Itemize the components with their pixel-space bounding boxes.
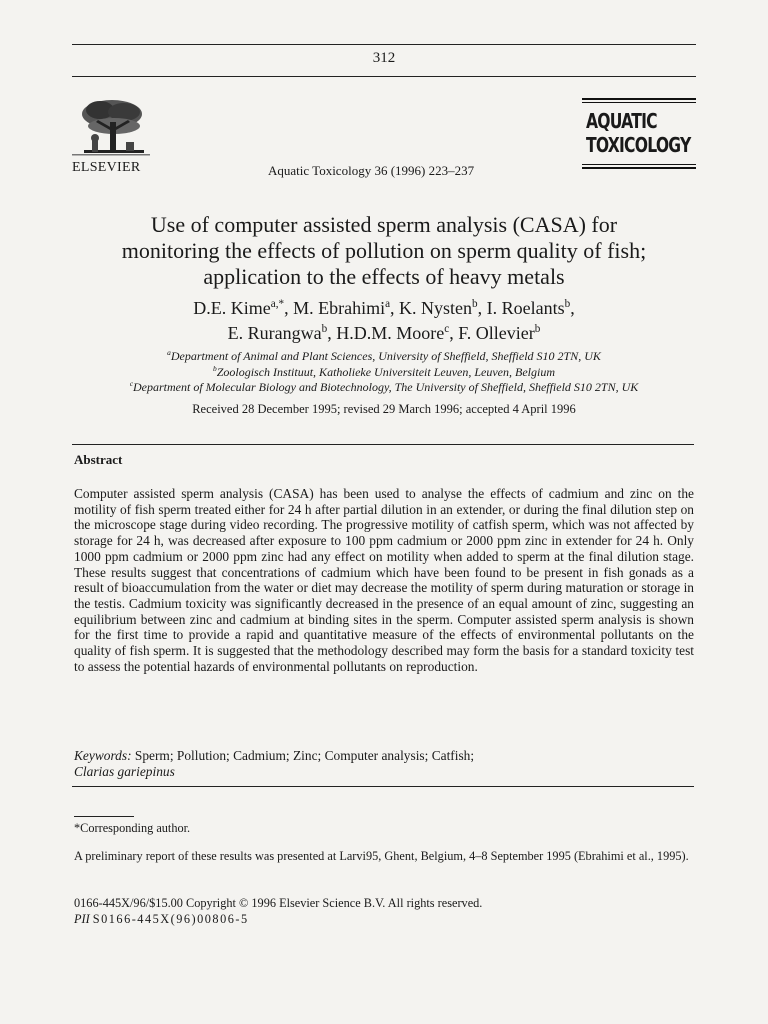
author: H.D.M. Moore$^c$ [336,323,450,343]
publisher-name: ELSEVIER [72,160,141,175]
title-line: Use of computer assisted sperm analysis (CASA) for [150,212,618,237]
keywords-species: Clarias gariepinus [74,764,175,779]
abstract-heading: Abstract [74,452,123,467]
author-line: E. Rurangwa$^b$, H.D.M. Moore$^c$, F. Ollevier$^b$ [227,323,541,343]
elsevier-tree-logo [70,96,152,162]
masthead-line1: AQUATIC [586,109,657,133]
preliminary-report-note: A preliminary report of these results was presented at Larvi95, Ghent, Belgium, 4–8 September 1995 (Ebrahimi et al., 1995). [74,849,689,863]
masthead-line2: TOXICOLOGY [586,133,691,157]
title-line: application to the effects of heavy metals [203,264,565,289]
author-list [40,296,728,346]
journal-citation: Aquatic Toxicology 36 (1996) 223–237 [268,163,475,178]
article-title [40,212,728,290]
journal-masthead [580,98,696,178]
header-rule [72,76,696,77]
title-line: monitoring the effects of pollution on sperm quality of fish; [121,238,647,263]
author-line: D.E. Kime$^{a,*}$, M. Ebrahimi$^a$, K. Nysten$^b$, I. Roelants$^b$, [193,298,575,318]
affiliation: $^c$Department of Molecular Biology and Biotechnology, The University of Sheffield, Sheffield S10 2TN, UK [129,379,639,394]
footnote-rule [74,816,134,817]
author: I. Roelants$^b$ [486,298,571,318]
pii-code: S0166-445X(96)00806-5 [92,912,249,926]
author: D.E. Kime$^{a,*}$ [193,298,285,318]
keywords-label: Keywords: [74,748,132,763]
keywords [74,748,694,780]
page-number: 312 [372,50,396,66]
abstract-top-rule [72,444,694,445]
copyright-line: 0166-445X/96/$15.00 Copyright © 1996 Elsevier Science B.V. All rights reserved. [74,896,483,910]
received-dates: Received 28 December 1995; revised 29 March 1996; accepted 4 April 1996 [192,402,576,416]
author: E. Rurangwa$^b$ [227,323,328,343]
keywords-list: Sperm; Pollution; Cadmium; Zinc; Computer analysis; Catfish; [134,748,475,763]
author: M. Ebrahimi$^a$ [293,298,391,318]
affiliation: $^b$Zoologisch Instituut, Katholieke Universiteit Leuven, Leuven, Belgium [213,364,555,379]
author: F. Ollevier$^b$ [458,323,541,343]
author: K. Nysten$^b$ [399,298,478,318]
corresponding-author-note: *Corresponding author. [74,821,191,835]
pii-line [74,912,694,927]
top-rule [72,44,696,45]
abstract-body: Computer assisted sperm analysis (CASA) has been used to analyse the effects of cadmium and zinc on the motility of fish sperm treated either for 24 h after partial dilution in an extender, or during the final dilution step on the microscope stage during video recording. The progressive motility of catfish sperm, which was not affected by storage for 24 h, was decreased after exposure to 100 ppm cadmium or 2000 ppm zinc in extender for 24 h. Only 1000 ppm cadmium or 2000 ppm zinc had any effect on motility when added to sperm at the final dilution stage. These results suggest that concentrations of cadmium which have been found to be present in fish gonads as a result of bioaccumulation from the water or diet may decrease the motility of sperm during maturation or storage in the testis. Cadmium toxicity was significantly decreased in the presence of an equal amount of zinc, suggesting an equilibrium between zinc and cadmium at binding sites in the sperm. Computer assisted sperm analysis is shown for the first time to provide a rapid and quantitative measure of the effects of environmental pollutants on the quality of fish sperm. It is suggested that the methodology described may form the basis for a standard toxicity test to assess the potential hazards of environmental pollutants on reproduction. [74,486,694,674]
affiliation: $^a$Department of Animal and Plant Sciences, University of Sheffield, Sheffield S10 2TN, UK [167,348,601,363]
keywords-bottom-rule [72,786,694,787]
pii-label: PII [74,912,90,926]
